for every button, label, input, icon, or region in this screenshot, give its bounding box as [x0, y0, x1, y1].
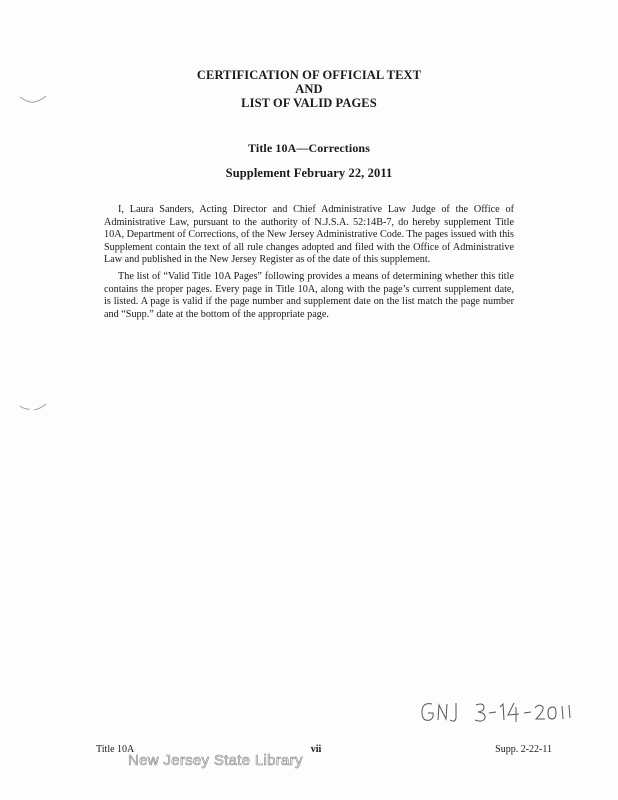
certification-paragraph: I, Laura Sanders, Acting Director and Chief Administrative Law Judge of the Office of Administrative Law, pursuant to the authority of N.J.S.A. 52:14B-7, do hereby supplement Title 10A, Department of Corrections, of the New Jersey Administrative Code. The pages issued with this Supplement contain the text of all rule changes adopted and filed with the Office of Administrative Law and published in the New Jersey Register as of the date of this supplement. — [104, 204, 514, 266]
handwritten-receipt-note — [418, 698, 578, 726]
title-heading: Title 10A—Corrections — [248, 141, 370, 155]
footer-title: Title 10A — [96, 744, 135, 755]
footer-page-number: vii — [310, 744, 322, 755]
certification-heading-line2: AND — [295, 82, 323, 96]
footer-supplement-date: Supp. 2-22-11 — [495, 744, 552, 755]
library-stamp: New Jersey State Library — [128, 752, 303, 769]
certification-heading-line1: CERTIFICATION OF OFFICIAL TEXT — [196, 68, 422, 82]
certification-heading-line3: LIST OF VALID PAGES — [241, 96, 377, 110]
margin-punch-mark — [18, 402, 48, 414]
supplement-date-heading: Supplement February 22, 2011 — [225, 166, 393, 180]
valid-pages-paragraph: The list of “Valid Title 10A Pages” following provides a means of determining whether this title contains the proper pages. Every page in Title 10A, along with the page’s current supplement date, is listed. A page is valid if the page number and supplement date on the list match the page number and “Supp.” date at the bottom of the appropriate page. — [104, 271, 514, 320]
